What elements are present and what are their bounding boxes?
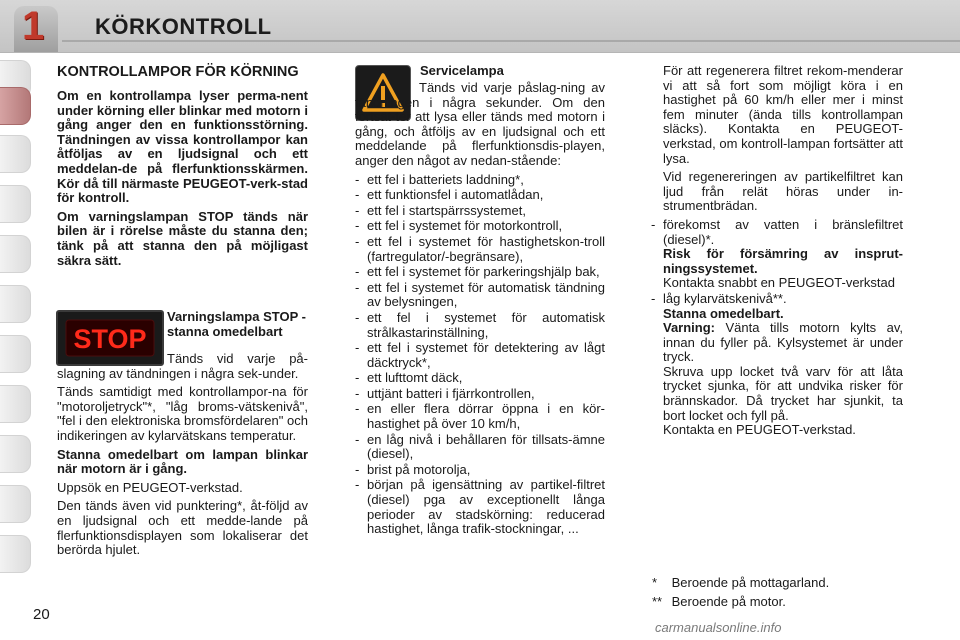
list-item (651, 292, 903, 438)
footnote-1-text: Beroende på mottagarland. (671, 575, 830, 590)
footnote-2 (652, 592, 829, 611)
side-tab[interactable] (0, 285, 31, 323)
list-item: - ett fel i systemet för automatisk tändning av belysningen, (355, 281, 605, 310)
stop-para-2: Tänds samtidigt med kontrollampor-na för "motoroljetryck"*, "låg broms-vätskenivå", "fel i den elektroniska bromsfördelaren" och indikeringen av kylarvätskans temperatur. (57, 384, 308, 443)
list-item: - ett fel i systemet för automatisk strålkastarinställning, (355, 311, 605, 340)
side-tab[interactable] (0, 385, 31, 423)
side-tab[interactable] (0, 435, 31, 473)
footnotes (652, 573, 829, 611)
list-item: - en låg nivå i behållaren för tillsats-ämne (diesel), (355, 433, 605, 462)
side-tab[interactable] (0, 135, 31, 173)
list-item: - en eller flera dörrar öppna i en kör-hastighet på över 10 km/h, (355, 402, 605, 431)
contact-workshop: Kontakta snabbt en PEUGEOT-verkstad (663, 275, 895, 291)
side-tab[interactable] (0, 185, 31, 223)
warning-text: Vänta tills motorn kylts av, innan du fyller på. Kylsystemet är under tryck. (663, 320, 903, 365)
coolant-level-item: låg kylarvätskenivå**. (663, 290, 787, 306)
side-tab[interactable] (0, 335, 31, 373)
list-item: - uttjänt batteri i fjärrkontrollen, (355, 387, 605, 402)
service-fault-list (355, 173, 605, 537)
stop-warning-paragraph: Om varningslampan STOP tänds när bilen är i rörelse måste du stanna den; tänk på att stanna den på möjligast säkra sätt. (57, 208, 308, 268)
list-item: - ett funktionsfel i automatlådan, (355, 188, 605, 203)
stop-icon-text: STOP (73, 324, 147, 354)
list-item: - ett fel i systemet för hastighetskon-troll (fartregulator/-begränsare), (355, 235, 605, 264)
stop-immediately: Stanna omedelbart. (663, 305, 784, 321)
middle-column (355, 81, 605, 538)
chapter-number: 1 (22, 4, 45, 48)
list-item: - ett fel i systemet för detektering av lågt däcktryck*, (355, 341, 605, 370)
list-item: - ett fel i startspärrssystemet, (355, 204, 605, 219)
section-title: KONTROLLAMPOR FÖR KÖRNING (57, 64, 299, 80)
footnote-1 (652, 573, 829, 592)
footnote-2-text: Beroende på motor. (671, 594, 786, 609)
footnote-2-mark: ** (652, 594, 663, 609)
header-divider (62, 40, 960, 42)
side-tab[interactable] (0, 485, 31, 523)
side-tabs (0, 60, 34, 580)
stop-heading-block (167, 310, 308, 343)
stop-para-1: Tänds vid varje på-slagning av tändningen i några sek-under. (57, 351, 308, 381)
stop-para-3: Uppsök en PEUGEOT-verkstad. (57, 479, 243, 495)
service-intro-text: Tänds vid varje påslag-ning av tändningen i några sekunder. Om den fortsät-ter att lysa eller tänds med motorn i gång, och åtföljs av en ljudsignal och ett meddelande på flerfunktionsdis-playen, anger den något av nedan-stående: (355, 80, 605, 168)
right-column (651, 64, 903, 439)
stop-heading: Varningslampa STOP - stanna omedelbart (167, 309, 306, 339)
side-tab[interactable] (0, 535, 31, 573)
chapter-title: KÖRKONTROLL (95, 14, 272, 39)
page-number: 20 (33, 606, 50, 623)
list-item: - ett fel i systemet för parkeringshjälp bak, (355, 265, 605, 280)
list-item: - brist på motorolja, (355, 463, 605, 478)
contact-workshop-final: Kontakta en PEUGEOT-verkstad. (663, 422, 856, 438)
side-tab-active[interactable] (0, 87, 31, 125)
cap-instructions: Skruva upp locket två varv för att låta trycket sjunka, för att undvika risker för brännskador. Då trycket har sjunkit, ta bort locket och fyll på. (663, 363, 903, 423)
left-column (57, 64, 308, 272)
service-title: Servicelampa (420, 63, 504, 78)
injection-risk: Risk för försämring av insprut-ningssystemet. (663, 246, 903, 276)
water-filter-item: förekomst av vatten i bränslefiltret (diesel)*. (663, 216, 903, 247)
list-item (651, 218, 903, 291)
warning-note (663, 321, 903, 365)
regen-para-2: Vid regenereringen av partikelfiltret kan ljud från relät höras under in-strumentbrädan. (663, 169, 903, 214)
regen-para-1: För att regenerera filtret rekom-menderar vi att så fort som möjligt köra i en hastighet på 60 km/h eller mer i minst fem minuter (ända tills kontrollampan släcks). Kontakta en PEUGEOT-verkstad, om kontroll-lampan fortsätter att lysa. (663, 63, 903, 166)
list-item: - ett fel i batteriets laddning*, (355, 173, 605, 188)
side-tab[interactable] (0, 235, 31, 273)
intro-paragraph: Om en kontrollampa lyser perma-nent under körning eller blinkar med motorn i gång anger den en funktionsstörning. Tändningen av vissa kontrollampor kan åtföljas av en ljudsignal och ett meddelan-de på flerfunktionsskärmen. Kör då till närmaste PEUGEOT-verk-stad för kontroll. (57, 88, 308, 206)
list-item: - ett lufttomt däck, (355, 371, 605, 386)
stop-description (57, 352, 308, 562)
watermark: carmanualsonline.info (655, 620, 782, 635)
right-list (651, 218, 903, 438)
list-item: - början på igensättning av partikel-filtret (diesel) pga av exceptionellt långa perioder av stadskörning: reducerad hastighet, långa trafik-stockningar, ... (355, 478, 605, 536)
warning-label: Varning: (663, 320, 716, 336)
stop-para-4: Den tänds även vid punktering*, åt-följd av en ljudsignal och ett medde-lande på flerfunktionsdisplayen som lokaliserar det berörda hjulet. (57, 498, 308, 558)
list-item: - ett fel i systemet för motorkontroll, (355, 219, 605, 234)
service-intro (355, 81, 605, 169)
footnote-1-mark: * (652, 575, 658, 590)
stop-bold-line: Stanna omedelbart om lampan blinkar när motorn är i gång. (57, 446, 308, 477)
